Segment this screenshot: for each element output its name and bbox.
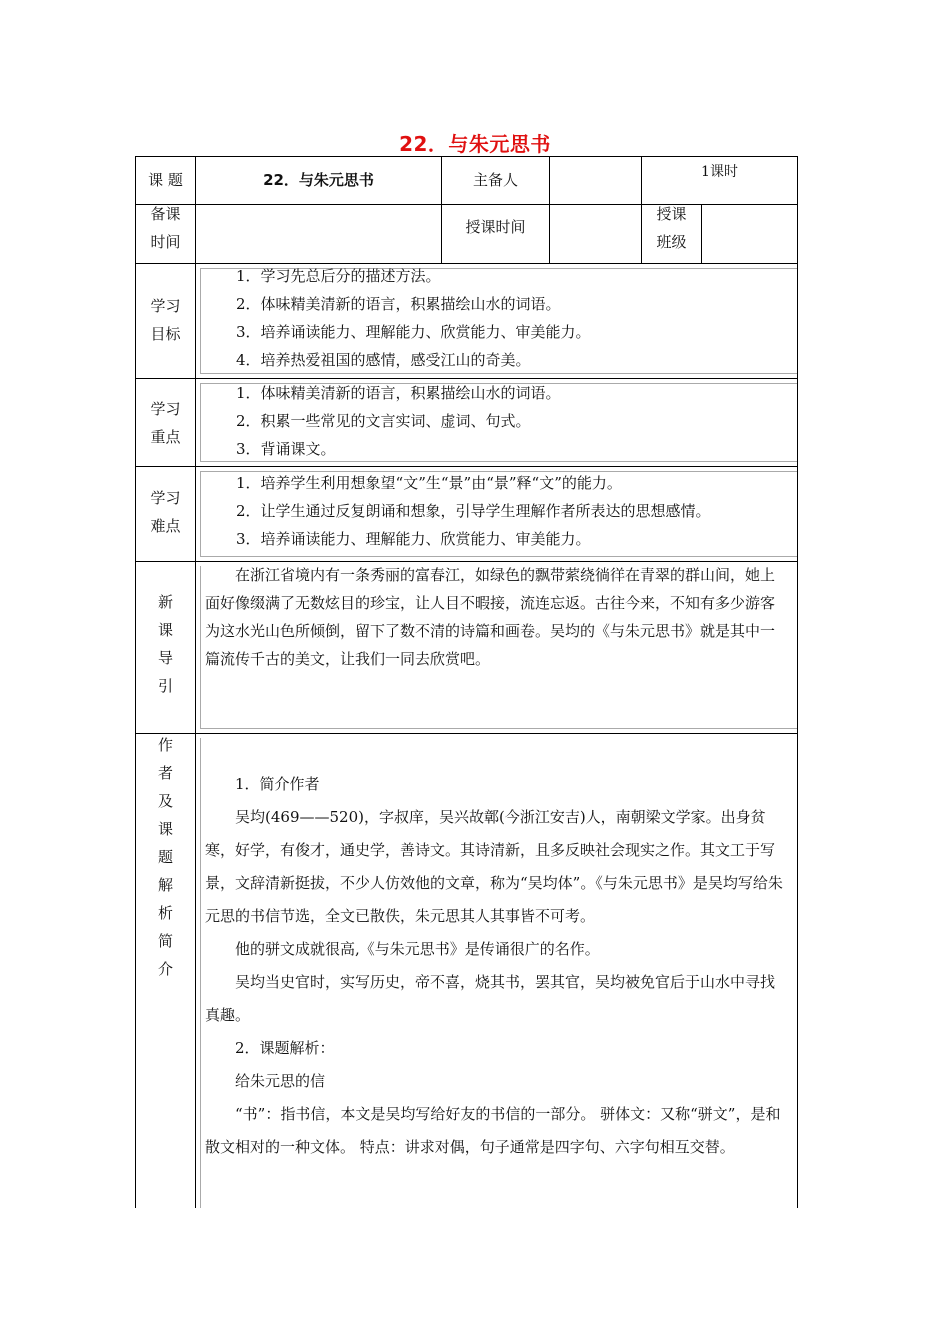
goals-list [236,262,796,374]
goal-item: 3．培养诵读能力、理解能力、欣赏能力、审美能力。 [236,323,591,341]
difficulty-label-1: 学习 [150,489,181,507]
class-label-1: 授课 [656,205,687,223]
key-point-item: 2．积累一些常见的文言实词、虚词、句式。 [236,412,531,430]
author-paragraph: 他的骈文成就很高,《与朱元思书》是传诵很广的名作。 [235,940,600,958]
hours-value: 1课时 [701,164,738,180]
intro-text-block [205,561,783,673]
topic-label: 课 题 [148,171,183,189]
author-heading: 1．简介作者 [235,775,320,793]
goal-item: 2．体味精美清新的语言，积累描绘山水的词语。 [236,295,561,313]
key-label-2: 重点 [150,428,181,446]
topic-value: 22．与朱元思书 [263,171,374,189]
page-title: 22．与朱元思书 [399,132,551,156]
author-paragraph: 吴均(469——520)，字叔庠，吴兴故鄣(今浙江安吉)人，南朝梁文学家。出身贫寒，好学，有俊才，通史学，善诗文。其诗清新，且多反映社会现实之作。其文工于写景，文辞清新挺拔，不少人仿效他的文章，称为“吴均体”。《与朱元思书》是吴均写给朱元思的书信节选，全文已散佚，朱元思其人其事皆不可考。 [205,808,783,925]
key-point-item: 3．背诵课文。 [236,440,336,458]
author-paragraph: 吴均当史官时，实写历史，帝不喜，烧其书，罢其官，吴均被免官后于山水中寻找真趣。 [205,973,776,1024]
title-analysis-heading: 2．课题解析： [235,1039,335,1057]
preparer-label: 主备人 [472,171,518,189]
title-analysis-paragraph: 给朱元思的信 [235,1072,326,1090]
difficulty-label-2: 难点 [150,517,181,535]
goal-item: 4．培养热爱祖国的感情，感受江山的奇美。 [236,351,531,369]
difficulty-item: 2．让学生通过反复朗诵和想象，引导学生理解作者所表达的思想感情。 [236,502,711,520]
prep-time-label-1: 备课 [150,205,181,223]
class-label-2: 班级 [656,233,687,251]
title-analysis-paragraph: “书”：指书信，本文是吴均写给好友的书信的一部分。 骈体文：又称“骈文”，是和散文相对的一种文体。 特点：讲求对偶，句子通常是四字句、六字句相互交替。 [205,1105,781,1156]
author-text-block [205,768,783,1164]
goal-item: 1．学习先总后分的描述方法。 [236,267,441,285]
key-label-1: 学习 [150,400,181,418]
intro-text: 在浙江省境内有一条秀丽的富春江，如绿色的飘带萦绕徜徉在青翠的群山间，她上面好像缀满了无数炫目的珍宝，让人目不暇接，流连忘返。古往今来，不知有多少游客为这水光山色所倾倒，留下了数不清的诗篇和画卷。吴均的《与朱元思书》就是其中一篇流传千古的美文，让我们一同去欣赏吧。 [205,566,776,668]
author-label: 作 者 及 课 题 解 析 简 介 [157,736,173,978]
difficulties-list [236,469,796,553]
prep-time-label-2: 时间 [150,233,181,251]
key-point-item: 1．体味精美清新的语言，积累描绘山水的词语。 [236,384,561,402]
goals-label-1: 学习 [150,297,181,315]
difficulty-item: 3．培养诵读能力、理解能力、欣赏能力、审美能力。 [236,530,591,548]
difficulty-item: 1．培养学生利用想象望“文”生“景”由“景”释“文”的能力。 [236,474,622,492]
intro-label: 新 课 导 引 [157,593,173,695]
goals-label-2: 目标 [150,325,181,343]
teach-time-label: 授课时间 [465,218,526,236]
key-points-list [236,379,796,463]
